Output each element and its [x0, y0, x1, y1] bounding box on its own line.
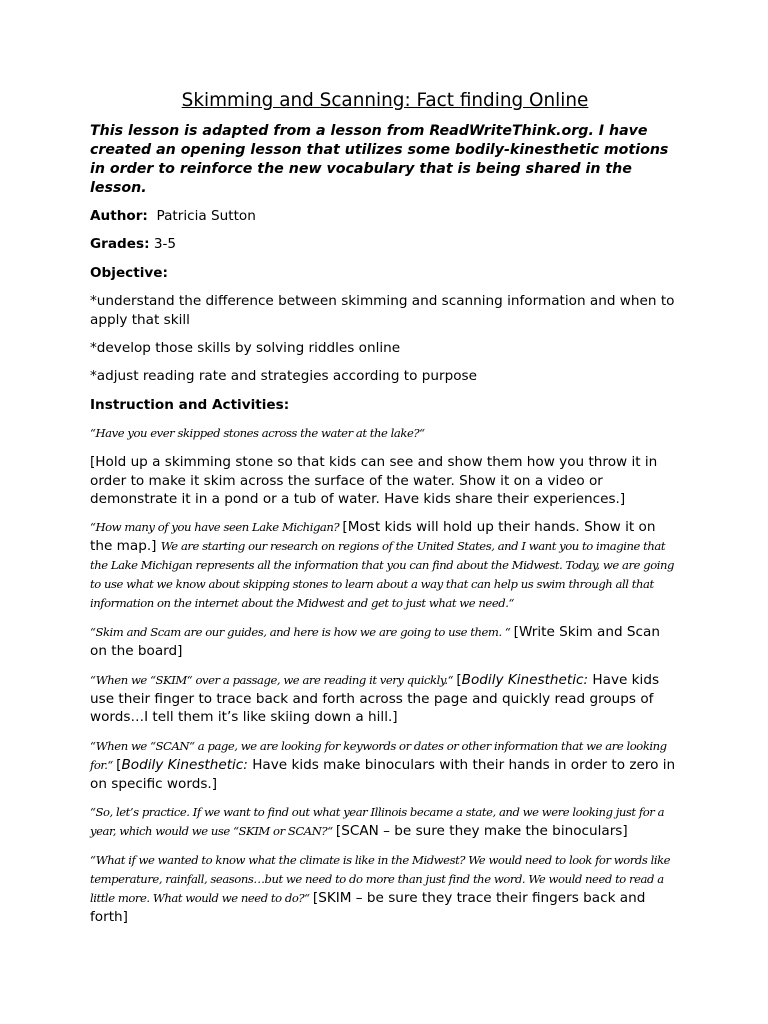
paragraph-practice-illinois: [90, 803, 680, 841]
objective-heading: Objective:: [90, 264, 168, 281]
grades-label: Grades:: [90, 236, 150, 253]
bodily-kinesthetic-label: Bodily Kinesthetic:: [461, 671, 589, 688]
quote-skim: “When we “SKIM“ over a passage, we are reading it very quickly.“: [90, 672, 457, 687]
quote-skipped-stones: “Have you ever skipped stones across the water at the lake?“: [90, 426, 425, 441]
document-page: [90, 88, 680, 937]
objective-item: *adjust reading rate and strategies according to purpose: [90, 368, 477, 385]
author-label: Author:: [90, 208, 148, 224]
grades-value: 3-5: [153, 236, 177, 253]
paragraph-lake-michigan: [90, 518, 680, 613]
paragraph-skim: [90, 671, 680, 727]
note-skim-activity: Have kids use their finger to trace back and forth across the page and quickly read groups of words…I tell them it’s like skiing down a hill.]: [90, 671, 660, 726]
note-hands-map: [Most kids will hold up their hands. Show it on the map.]: [90, 519, 656, 555]
quote-guides: “Skim and Scam are our guides, and here is how we are going to use them. “: [90, 625, 514, 640]
quote-scan: “When we “SCAN“ a page, we are looking for keywords or dates or other information that we are looking for.“: [90, 738, 667, 772]
objective-item: *develop those skills by solving riddles online: [90, 340, 401, 357]
paragraph-climate: [90, 851, 680, 926]
intro-paragraph: This lesson is adapted from a lesson from ReadWriteThink.org. I have created an opening lesson that utilizes some bodily-kinesthetic motions in order to reinforce the new vocabulary that is being shared in the lesson.: [90, 123, 669, 196]
grades-line: [90, 235, 680, 253]
quote-climate: “What if we wanted to know what the climate is like in the Midwest? We would need to look for words like temperature, rainfall, seasons…but we need to do more than just find the word. We would need to read a little more. What would we need to do?“: [90, 853, 671, 906]
author-line: [90, 207, 680, 225]
bracket-open: [: [456, 671, 462, 688]
note-scan-activity: Have kids make binoculars with their hands in order to zero in on specific words.]: [90, 756, 676, 792]
bracket-open: [: [116, 756, 122, 773]
page-title: Skimming and Scanning: Fact finding Online: [181, 90, 589, 111]
quote-illinois: “So, let’s practice. If we want to find out what year Illinois became a state, and we were looking just for a year, which would we use “SKIM or SCAN?“: [90, 805, 665, 839]
paragraph-scan: [90, 737, 680, 793]
instruction-heading: Instruction and Activities:: [90, 396, 290, 413]
author-value: Patricia Sutton: [156, 208, 256, 224]
note-skim-answer: [SKIM – be sure they trace their fingers back and forth]: [90, 890, 646, 926]
bodily-kinesthetic-label: Bodily Kinesthetic:: [121, 756, 248, 773]
quote-lake-michigan: “How many of you have seen Lake Michigan?: [90, 520, 343, 535]
activity-skimming-stone: [Hold up a skimming stone so that kids can see and show them how you throw it in order to make it skim across the surface of the water. Show it on a video or demonstrate it in a pond or a tub of water. Have kids share their experiences.]: [90, 454, 658, 508]
note-scan-answer: [SCAN – be sure they make the binoculars]: [335, 823, 628, 840]
quote-research-regions: We are starting our research on regions of the United States, and I want you to imagine that the Lake Michigan represents all the information that you can find about the Midwest. Today, we are going to use what we know about skipping stones to learn about a way that can help us swim through all that information on the internet about the Midwest and get to just what we need.“: [90, 539, 674, 611]
paragraph-skim-scan-guides: [90, 623, 680, 660]
objective-item: *understand the difference between skimming and scanning information and when to apply that skill: [90, 293, 675, 328]
note-write-board: [Write Skim and Scan on the board]: [90, 624, 660, 660]
